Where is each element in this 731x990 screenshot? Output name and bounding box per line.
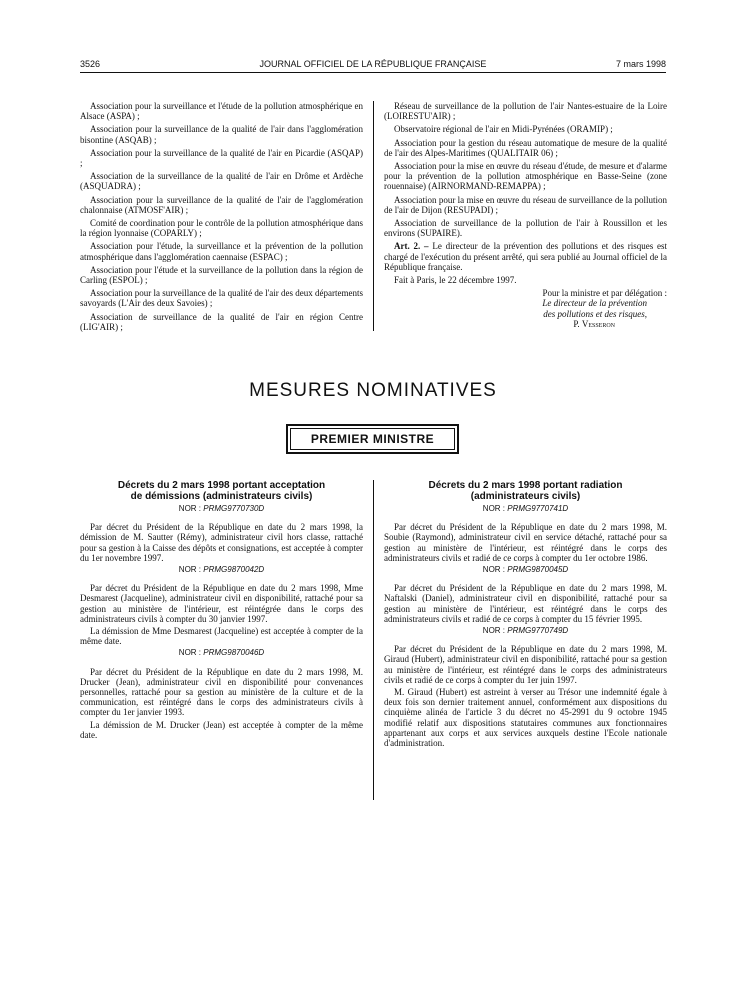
nor-code: PRMG9770749D	[507, 626, 569, 636]
signature-title-line2: des pollutions et des risques,	[543, 308, 647, 319]
nor-label: NOR :	[178, 504, 202, 513]
top-left-column	[80, 101, 363, 335]
journal-title: JOURNAL OFFICIEL DE LA RÉPUBLIQUE FRANÇAISE	[259, 59, 487, 69]
association-entry: Association pour l'étude, la surveillance et la prévention de la pollution atmosphérique dans l'agglomération caennaise (ESPAC) ;	[80, 241, 363, 262]
decree-paragraph: Par décret du Président de la République en date du 2 mars 1998, M. Naftalski (Daniel), administrateur civil en disponibilité, rattaché pour sa gestion au ministère de l'intérieur, est réintégré dans le corps des administrateurs civils et radié de ce corps à compter du 15 février 1995.	[384, 583, 667, 624]
association-entry: Association de surveillance de la qualité de l'air en région Centre (LIG'AIR) ;	[80, 311, 363, 332]
association-entry: Association pour la mise en œuvre du réseau d'étude, de mesure et d'alarme pour la prévention de la pollution atmosphérique en Basse-Seine (zone rouennaise) (AIRNORMAND-REMAPPA) ;	[384, 161, 667, 192]
decree-paragraph: M. Giraud (Hubert) est astreint à verser au Trésor une indemnité égale à deux fois son dernier traitement annuel, conformément aux dispositions du cinquième alinéa de l'article 3 du décret no 45-2991 du 9 octobre 1945 modifié relatif aux dispositions statutaires communes aux fonctionnaires appartenant aux corps et aux services auxquels destine l'Ecole nationale d'administration.	[384, 687, 667, 749]
decree-paragraph: Par décret du Président de la République en date du 2 mars 1998, M. Drucker (Jean), administrateur civil en disponibilité pour convenances personnelles, rattaché pour sa gestion au ministère de la culture et de la communication, est réintégré dans le corps des administrateurs civils à compter du 1er janvier 1993.	[80, 666, 363, 718]
nor-reference	[80, 565, 363, 575]
signature-name	[384, 319, 667, 329]
nor-reference	[80, 504, 363, 514]
article-label: Art. 2. –	[394, 241, 429, 252]
nor-code: PRMG9870045D	[507, 565, 569, 575]
top-right-column	[384, 101, 667, 329]
left-decree-title	[80, 480, 363, 502]
signature-delegation: Pour la ministre et par délégation :	[542, 288, 667, 299]
decree-entry	[80, 648, 363, 740]
left-decree-column	[80, 480, 363, 742]
page-number: 3526	[80, 59, 101, 69]
decree-paragraph: La démission de M. Drucker (Jean) est acceptée à compter de la même date.	[80, 719, 363, 740]
decree-paragraph: La démission de Mme Desmarest (Jacqueline) est acceptée à compter de la même date.	[80, 626, 363, 647]
association-list-continued	[384, 101, 667, 238]
decree-entry	[80, 504, 363, 563]
issue-date: 7 mars 1998	[615, 59, 666, 69]
decree-paragraph: Par décret du Président de la République en date du 2 mars 1998, M. Giraud (Hubert), administrateur civil en disponibilité, rattaché pour sa gestion au ministère de l'intérieur, est réintégré dans le corps des administrateurs civils et radié de ce corps à compter du 1er juin 1997.	[384, 644, 667, 685]
decree-entry	[384, 626, 667, 748]
nor-label: NOR :	[482, 504, 506, 513]
association-entry: Association pour la surveillance de la qualité de l'air en Picardie (ASQAP) ;	[80, 147, 363, 169]
bottom-column-divider	[373, 480, 374, 800]
association-entry: Association pour l'étude et la surveillance de la pollution dans la région de Carling (ESPOL) ;	[80, 264, 363, 286]
right-decree-title-line2: (administrateurs civils)	[470, 491, 581, 502]
association-entry: Association pour la gestion du réseau automatique de mesure de la qualité de l'air des Alpes-Maritimes (QUALITAIR 06) ;	[384, 137, 667, 158]
right-decree-title-line1: Décrets du 2 mars 1998 portant radiation	[428, 480, 623, 491]
decree-paragraph: Par décret du Président de la République en date du 2 mars 1998, la démission de M. Sautter (Rémy), administrateur civil hors classe, rattaché pour sa gestion à la Caisse des dépôts et consignations, est acceptée à compter du 1er novembre 1997.	[80, 522, 363, 563]
right-decree-title	[384, 480, 667, 502]
nor-reference	[384, 565, 667, 575]
decree-paragraph: Par décret du Président de la République en date du 2 mars 1998, Mme Desmarest (Jacqueline), administrateur civil en disponibilité, rattaché pour sa gestion au ministère de l'intérieur, est réintégrée dans le corps des administrateurs civils à compter du 30 janvier 1997.	[80, 583, 363, 624]
top-column-divider	[373, 101, 374, 331]
nor-label: NOR :	[482, 626, 506, 636]
association-entry: Observatoire régional de l'air en Midi-Pyrénées (ORAMIP) ;	[394, 124, 613, 135]
signature-title-line1: Le directeur de la prévention	[542, 298, 647, 309]
section-title: MESURES NOMINATIVES	[249, 380, 497, 401]
nor-reference	[80, 648, 363, 658]
left-decree-entries	[80, 504, 363, 740]
decree-paragraph: Par décret du Président de la République en date du 2 mars 1998, M. Soubie (Raymond), administrateur civil en service détaché, rattaché pour sa gestion au ministère de l'intérieur, est réintégré dans le corps des administrateurs civils et radié de ce corps à compter du 1er octobre 1986.	[384, 522, 667, 563]
nor-label: NOR :	[178, 648, 202, 658]
nor-label: NOR :	[482, 565, 506, 575]
ministry-name: PREMIER MINISTRE	[310, 432, 435, 446]
association-entry: Association pour la surveillance et l'étude de la pollution atmosphérique en Alsace (ASPA) ;	[80, 101, 363, 122]
association-entry: Association de la surveillance de la qualité de l'air en Drôme et Ardèche (ASQUADRA) ;	[80, 171, 363, 192]
right-decree-column	[384, 480, 667, 750]
ministry-box	[286, 424, 459, 454]
association-entry: Comité de coordination pour le contrôle de la pollution atmosphérique dans la région lyonnaise (COPARLY) ;	[80, 218, 363, 239]
header-rule	[80, 72, 666, 73]
article-text: Le directeur de la prévention des pollutions et des risques est chargé de l'exécution du présent arrêté, qui sera publié au Journal officiel de la République française.	[384, 241, 668, 272]
decree-entry	[80, 565, 363, 646]
nor-reference	[384, 626, 667, 636]
right-decree-entries	[384, 504, 667, 748]
association-entry: Association pour la mise en œuvre du réseau de surveillance de la pollution de l'air de Dijon (RESUPADI) ;	[384, 194, 667, 215]
decree-entry	[384, 565, 667, 624]
article-2	[384, 241, 667, 272]
left-decree-title-line2: de démissions (administrateurs civils)	[130, 491, 313, 502]
page-header	[80, 59, 666, 73]
decree-entry	[384, 504, 667, 563]
association-entry: Réseau de surveillance de la pollution de l'air Nantes-estuaire de la Loire (LOIRESTU'AIR) ;	[384, 101, 667, 122]
nor-code: PRMG9870046D	[203, 648, 265, 658]
left-decree-title-line1: Décrets du 2 mars 1998 portant acceptation	[117, 480, 326, 491]
nor-label: NOR :	[178, 565, 202, 575]
nor-reference	[384, 504, 667, 514]
nor-code: PRMG9770741D	[507, 504, 569, 513]
nor-code: PRMG9770730D	[203, 504, 265, 513]
signature-initial: P.	[573, 318, 580, 329]
association-entry: Association pour la surveillance de la qualité de l'air dans l'agglomération bisontine (ASQAB) ;	[80, 124, 363, 145]
association-entry: Association pour la surveillance de la qualité de l'air de l'agglomération chalonnaise (ATMOSF'AIR) ;	[80, 194, 363, 215]
done-at: Fait à Paris, le 22 décembre 1997.	[394, 275, 517, 286]
association-entry: Association de surveillance de la pollution de l'air à Roussillon et les environs (SUPAIRE).	[384, 218, 667, 239]
signature-surname: Vesseron	[581, 318, 615, 329]
association-entry: Association pour la surveillance de la qualité de l'air des deux départements savoyards (L'Air des deux Savoies) ;	[80, 288, 363, 309]
nor-code: PRMG9870042D	[203, 565, 265, 575]
